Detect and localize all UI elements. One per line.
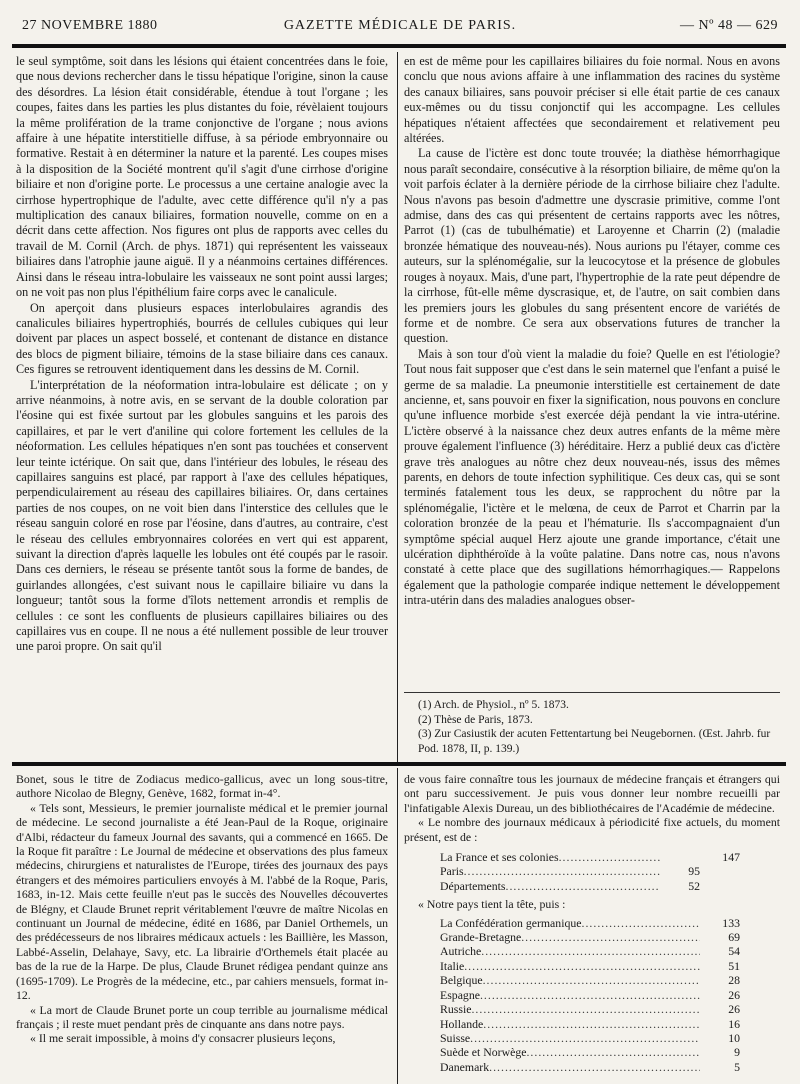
footnote: (3) Zur Casiustik der acuten Fettentartung bei Neugebornen. (Œst. Jahrb. fur Pod. 1878, II, p. 139.) <box>418 728 771 755</box>
header-date: 27 NOVEMBRE 1880 <box>22 18 158 33</box>
list-item: Autriche ..... 54 <box>440 944 740 958</box>
paragraph: « Le nombre des journaux médicaux à périodicité fixe actuels, du moment présent, est de : <box>404 815 780 844</box>
list-item: La France et ses colonies ..... 147 <box>440 850 740 864</box>
list-item: Espagne ..... 26 <box>440 988 740 1002</box>
section-rule <box>12 762 786 766</box>
header-title: GAZETTE MÉDICALE DE PARIS. <box>283 18 517 33</box>
paragraph: Mais à son tour d'où vient la maladie du foie? Quelle en est l'étiologie? Tout nous fait supposer que c'est dans le sein maternel que l'enfant a puisé le germe de sa maladie. La pneumonie interstitielle est certainement de date ancienne, et, sans pouvoir en fixer la signification, nous pouvons en conclure qu'une influence morbide s'est exercée déjà pendant la vie intra-utérine. L'ictère observé à la naissance chez deux autres enfants de la même mère prouve également l'influence (3) héréditaire. Herz a publié deux cas d'ictère grave très analogues au nôtre chez deux nouveau-nés, issus des mêmes parents, en dehors de toute infection syphilitique. Ces deux cas, qui se sont terminés fatalement tous les deux, se rapprochent du nôtre par la splénomégalie, l'ictère et le melœna, de ceux de Parrot et Charrin par la coloration bronzée de la peau et l'hématurie. Ils s'accompagnaient d'un symptôme spécial auquel Herz ajoute une grande importance, c'était une ulcération diphthéroïde à la voûte palatine. Dans notre cas, nous n'avons constaté à cette place que des sugillations hémorrhagiques.— Rappelons également que la pathologie comparée indique nettement le développement intra-utérin dans des maladies analogues obser- <box>404 346 780 608</box>
list-item: Belgique ..... 28 <box>440 973 740 987</box>
paragraph: Bonet, sous le titre de Zodiacus medico-gallicus, avec un long sous-titre, authore Nicolao de Blegny, Genève, 1682, format in-4°. <box>16 772 388 801</box>
paragraph: On aperçoit dans plusieurs espaces interlobulaires agrandis des canalicules biliaires hypertrophiés, bourrés de cellules cubiques qui leur doivent par places un aspect bosselé, et contenant de distance en distance des blocs de pigment biliaire, témoins de la stase biliaire dans ces canaux. Ces figures se retrouvent identiquement dans les dessins de M. Cornil. <box>16 300 388 377</box>
list-item: Paris ..... 95 <box>440 864 740 878</box>
column-divider <box>397 52 398 762</box>
paragraph: en est de même pour les capillaires biliaires du foie normal. Nous en avons conclu que nous avions affaire à une inflammation des racines du système des canaux biliaires, sans pouvoir préciser si elle était partie de ces canaux eux-mêmes ou du tissu conjonctif qui les accompagne. Les cellules hépatiques n'étaient affectées que secondairement et relativement peu altérées. <box>404 54 780 146</box>
footnotes <box>418 698 782 756</box>
header-rule <box>12 44 786 48</box>
paragraph: La cause de l'ictère est donc toute trouvée; la diathèse hémorrhagique nous paraît secondaire, consécutive à la résorption biliaire, de même qu'on la voit parfois éclater à la dernière période de la cirrhose biliaire chez l'adulte. Nous n'avons pas besoin d'admettre une dyscrasie primitive, comme l'ont admise, dans des cas qui présentent de certains rapports avec les nôtres, Parrot (1) (cas de tubulhématie) et Laroyenne et Charrin (2) (maladie bronzée hématique des nouveau-nés). Nous aurions pu l'étayer, comme ces auteurs, sur la splénomégalie, sur la leucocytose et la présence de globules rouges à noyaux. Mais, d'une part, l'hypertrophie de la rate peut dépendre de la cirrhose, fût-elle même dyscrasique, et, de l'autre, on sait combien dans les premiers jours les globules du sang présentent encore de variétés de forme et de nombre. Ce sera aux observations futures de trancher la question. <box>404 146 780 346</box>
list-item: Russie ..... 26 <box>440 1002 740 1016</box>
paragraph: « Il me serait impossible, à moins d'y consacrer plusieurs leçons, <box>30 1031 336 1046</box>
list-item: Grande-Bretagne ..... 69 <box>440 930 740 944</box>
footnote-rule <box>404 692 780 693</box>
paragraph: « Tels sont, Messieurs, le premier journaliste médical et le premier journal de médecine. Le second journaliste a été Jean-Paul de la Roque, originaire d'Albi, rédacteur du fameux Journal des savants, qui a commencé en 1665. De la Roque fit paraître : Le Journal de médecine et observations des plus fameux médecins, chirurgiens et naturalistes de l'Europe, tirées des journaux des pays étrangers et des mémoires particuliers envoyés à M. l'abbé de la Roque, Paris, 1683, in-12. Mais cette feuille n'eut pas le succès des Nouvelles découvertes de Blégny, et Claude Brunet reprit véritablement l'œuvre de maître Nicolas en continuant un Journal de médecine, édité en 1686, par Daniel Orthemels, un des prédécesseurs de nos libraires médicaux actuels : les Baillière, les Masson, Labbé-Asselin, Delahaye, Savy, etc. La librairie d'Orthemels était placée au bas de la rue de la Harpe. De plus, Claude Brunet rédigea pendant quinze ans (1695-1709). Le Progrès de la médecine, etc., par cahiers mensuels, format in-12. <box>16 800 388 1003</box>
list-item: Suisse ..... 10 <box>440 1031 740 1045</box>
france-list <box>440 850 740 893</box>
paragraph: « La mort de Claude Brunet porte un coup terrible au journalisme médical français ; il reste muet pendant près de cinquante ans dans notre pays. <box>16 1002 388 1031</box>
paragraph: le seul symptôme, soit dans les lésions qui étaient concentrées dans le foie, que nous devions rechercher dans le tissu hépatique l'origine, sinon la cause des désordres. La lésion était considérable, étendue à tout l'organe ; les coupes, faites dans les parties les plus distantes du foie, révèlaient toujours la même prolifération de la trame conjonctive de l'organe ; nous avions affaire à une hépatite interstitielle diffuse, à sa période embryonnaire ou formative. Restait à en déterminer la nature et la parenté. Les coupes mises à la disposition de la Société montrent qu'il s'agit d'une cirrhose d'origine biliaire et non d'origine porte. Le processus a une certaine analogie avec la cirrhose hypertrophique de l'adulte, avec cette différence qu'il n'y a pas multiplication des canaux biliaires, formation nouvelle, comme on en a décrit dans cette affection. Nos figures ont plus de rapports avec celles du travail de M. Cornil (Arch. de phys. 1871) qui représentent les vaisseaux biliaires dans l'atrophie jaune aiguë. Il y a néanmoins certaines différences. Ainsi dans le réseau intra-lobulaire les vaisseaux ne sont point aussi larges; on ne voit pas non plus l'épithélium faire corps avec le canalicule. <box>16 54 388 300</box>
list-item: La Confédération germanique ..... 133 <box>440 916 740 930</box>
right-column <box>404 54 780 609</box>
list-item: Danemark ..... 5 <box>440 1060 740 1074</box>
paragraph: L'interprétation de la néoformation intra-lobulaire est délicate ; on y arrive néanmoins, à notre avis, en se servant de la double coloration par l'éosine qui est fixée surtout par les globules sanguins et les parois des capillaires, et par le vert d'aniline qui colore fortement les cellules de la néoformation. Les cellules hépatiques n'en sont pas touchées et conservent leur teinte ictérique. On sait que, dans l'intérieur des lobules, le réseau des capillaires sanguins est placé, par rapport à l'axe des cellules hépatiques, perpendiculairement au réseau des capillaires biliaires. Or, dans certaines parties de nos coupes, on ne voit bien dans l'interstice des cellules que le réseau sanguin coloré en rose par l'éosine, dans d'autres, au contraire, c'est le réseau des cellules embryonnaires colorées en vert qui est apparent, suivant la direction d'après laquelle les lobules ont été coupés par le rasoir. Dans ces derniers, le réseau se présente tantôt sous la forme de bandes, de guirlandes allongées, c'est suivant nous le capillaire biliaire vu dans la longueur; tantôt sous la forme d'îlots nettement arrondis et remplis de cellules : ce sont les confluents de plusieurs capillaires biliaires ou des capillaires vus en coupe. Il ne nous a été nullement possible de leur trouver une paroi propre. On sait qu'il <box>16 377 388 654</box>
column-divider <box>397 768 398 1084</box>
paragraph: « Notre pays tient la tête, puis : <box>418 897 566 912</box>
bottom-right-column <box>404 772 780 1074</box>
bottom-left-column <box>16 772 388 1046</box>
list-item: Hollande ..... 16 <box>440 1017 740 1031</box>
left-column <box>16 54 388 655</box>
list-item: Italie ..... 51 <box>440 959 740 973</box>
footnote: (1) Arch. de Physiol., nº 5. 1873. <box>418 699 569 711</box>
footnote: (2) Thèse de Paris, 1873. <box>418 713 533 726</box>
list-item: Départements ..... 52 <box>440 879 740 893</box>
paragraph: de vous faire connaître tous les journaux de médecine français et étrangers qui ont paru successivement. Je puis vous donner leur nombre recueilli par l'infatigable Alexis Dureau, un des bibliothécaires de l'Académie de médecine. <box>404 772 780 815</box>
page-header <box>22 18 778 38</box>
foreign-list <box>440 916 740 1074</box>
header-issue: — Nº 48 — 629 <box>680 18 778 33</box>
list-item: Suède et Norwège ..... 9 <box>440 1045 740 1059</box>
